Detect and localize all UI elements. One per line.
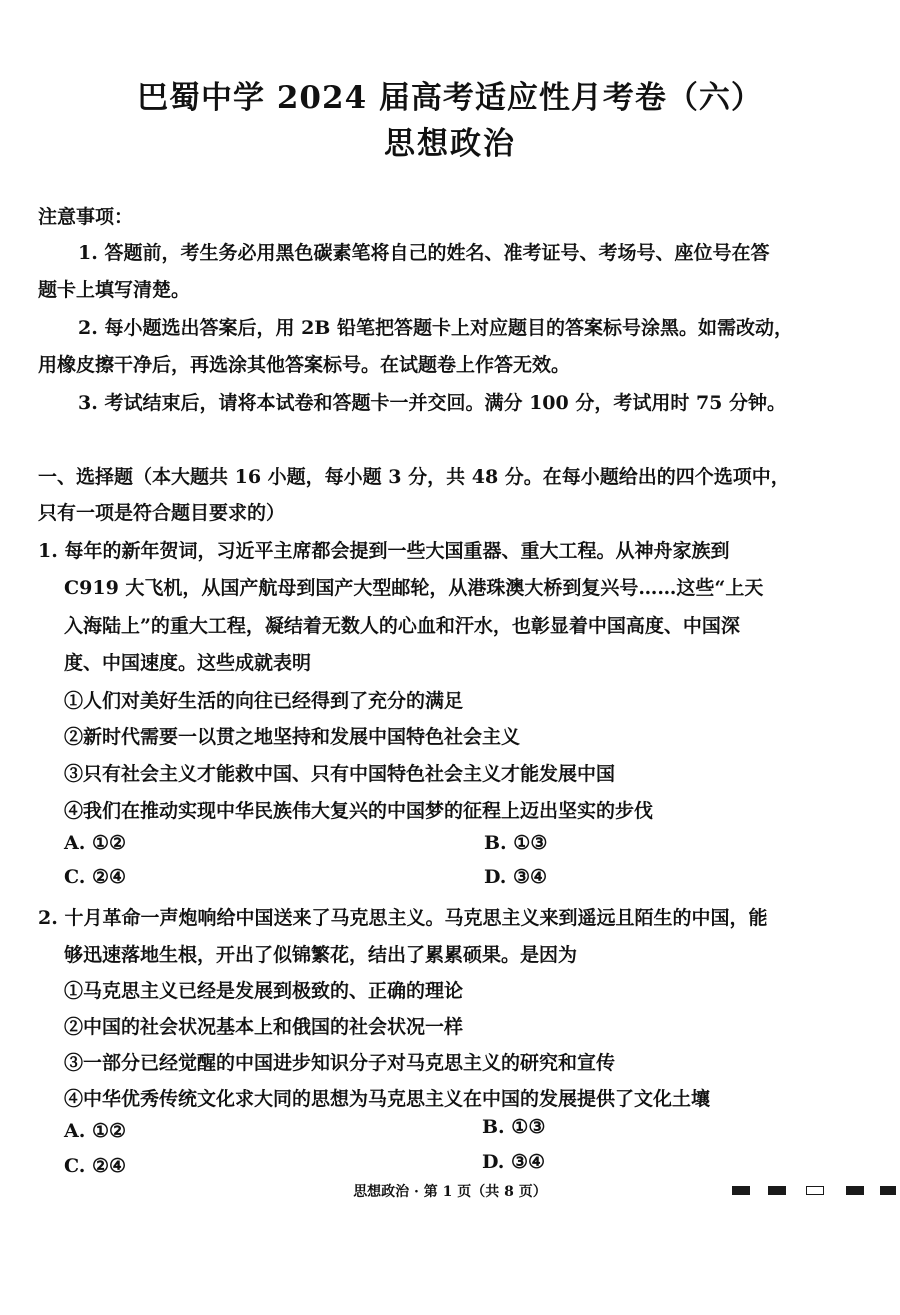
- page-footer: 思想政治 · 第 1 页（共 8 页）: [353, 1184, 547, 1200]
- question-2-statement: ①马克思主义已经是发展到极致的、正确的理论: [64, 980, 464, 1002]
- question-1-option-b[interactable]: B. ①③: [484, 832, 548, 854]
- section-heading-line2: 只有一项是符合题目要求的）: [38, 502, 286, 524]
- exam-title: 巴蜀中学 2024 届高考适应性月考卷（六）: [137, 80, 763, 116]
- question-1-statement: ④我们在推动实现中华民族伟大复兴的中国梦的征程上迈出坚实的步伐: [64, 800, 654, 822]
- question-1-option-c[interactable]: C. ②④: [64, 866, 127, 888]
- question-2-stem: 2. 十月革命一声炮响给中国送来了马克思主义。马克思主义来到遥远且陌生的中国，能: [38, 907, 768, 929]
- section-heading-desc: （本大题共 16 小题，每小题 3 分，共 48 分。在每小题给出的四个选项中，: [133, 466, 790, 488]
- question-1-statement: ②新时代需要一以贯之地坚持和发展中国特色社会主义: [64, 726, 521, 748]
- registration-mark: [768, 1186, 786, 1195]
- question-1-option-a[interactable]: A. ①②: [64, 832, 127, 854]
- question-2-option-a[interactable]: A. ①②: [64, 1120, 127, 1142]
- question-1-stem: C919 大飞机，从国产航母到国产大型邮轮，从港珠澳大桥到复兴号……这些“上天: [64, 577, 764, 599]
- question-2-stem: 够迅速落地生根，开出了似锦繁花，结出了累累硕果。是因为: [64, 944, 578, 966]
- registration-mark-hollow: [806, 1186, 824, 1195]
- subject-title: 思想政治: [384, 126, 516, 162]
- question-2-option-d[interactable]: D. ③④: [482, 1151, 546, 1173]
- question-1-stem: 度、中国速度。这些成就表明: [64, 652, 312, 674]
- notice-line: 题卡上填写清楚。: [38, 279, 191, 301]
- notice-line: 用橡皮擦干净后，再选涂其他答案标号。在试题卷上作答无效。: [38, 354, 571, 376]
- question-2-statement: ③一部分已经觉醒的中国进步知识分子对马克思主义的研究和宣传: [64, 1052, 616, 1074]
- question-2-statement: ④中华优秀传统文化求大同的思想为马克思主义在中国的发展提供了文化土壤: [64, 1088, 711, 1110]
- question-2-option-b[interactable]: B. ①③: [482, 1116, 546, 1138]
- registration-mark: [880, 1186, 896, 1195]
- question-2-statement: ②中国的社会状况基本上和俄国的社会状况一样: [64, 1016, 464, 1038]
- notice-line: 2. 每小题选出答案后，用 2B 铅笔把答题卡上对应题目的答案标号涂黑。如需改动，: [78, 317, 793, 339]
- notice-heading: 注意事项：: [38, 206, 134, 228]
- section-heading-bold: 一、选择题: [38, 466, 134, 488]
- question-2-option-c[interactable]: C. ②④: [64, 1155, 127, 1177]
- notice-line: 1. 答题前，考生务必用黑色碳素笔将自己的姓名、准考证号、考场号、座位号在答: [78, 242, 770, 264]
- question-1-option-d[interactable]: D. ③④: [484, 866, 548, 888]
- question-1-stem: 1. 每年的新年贺词，习近平主席都会提到一些大国重器、重大工程。从神舟家族到: [38, 540, 730, 562]
- question-1-statement: ①人们对美好生活的向往已经得到了充分的满足: [64, 690, 464, 712]
- registration-mark: [846, 1186, 864, 1195]
- question-1-stem: 入海陆上”的重大工程，凝结着无数人的心血和汗水，也彰显着中国高度、中国深: [64, 615, 740, 637]
- section-heading: [38, 462, 790, 489]
- question-1-statement: ③只有社会主义才能救中国、只有中国特色社会主义才能发展中国: [64, 763, 616, 785]
- notice-line: 3. 考试结束后，请将本试卷和答题卡一并交回。满分 100 分，考试用时 75 分钟。: [78, 392, 787, 414]
- registration-mark: [732, 1186, 750, 1195]
